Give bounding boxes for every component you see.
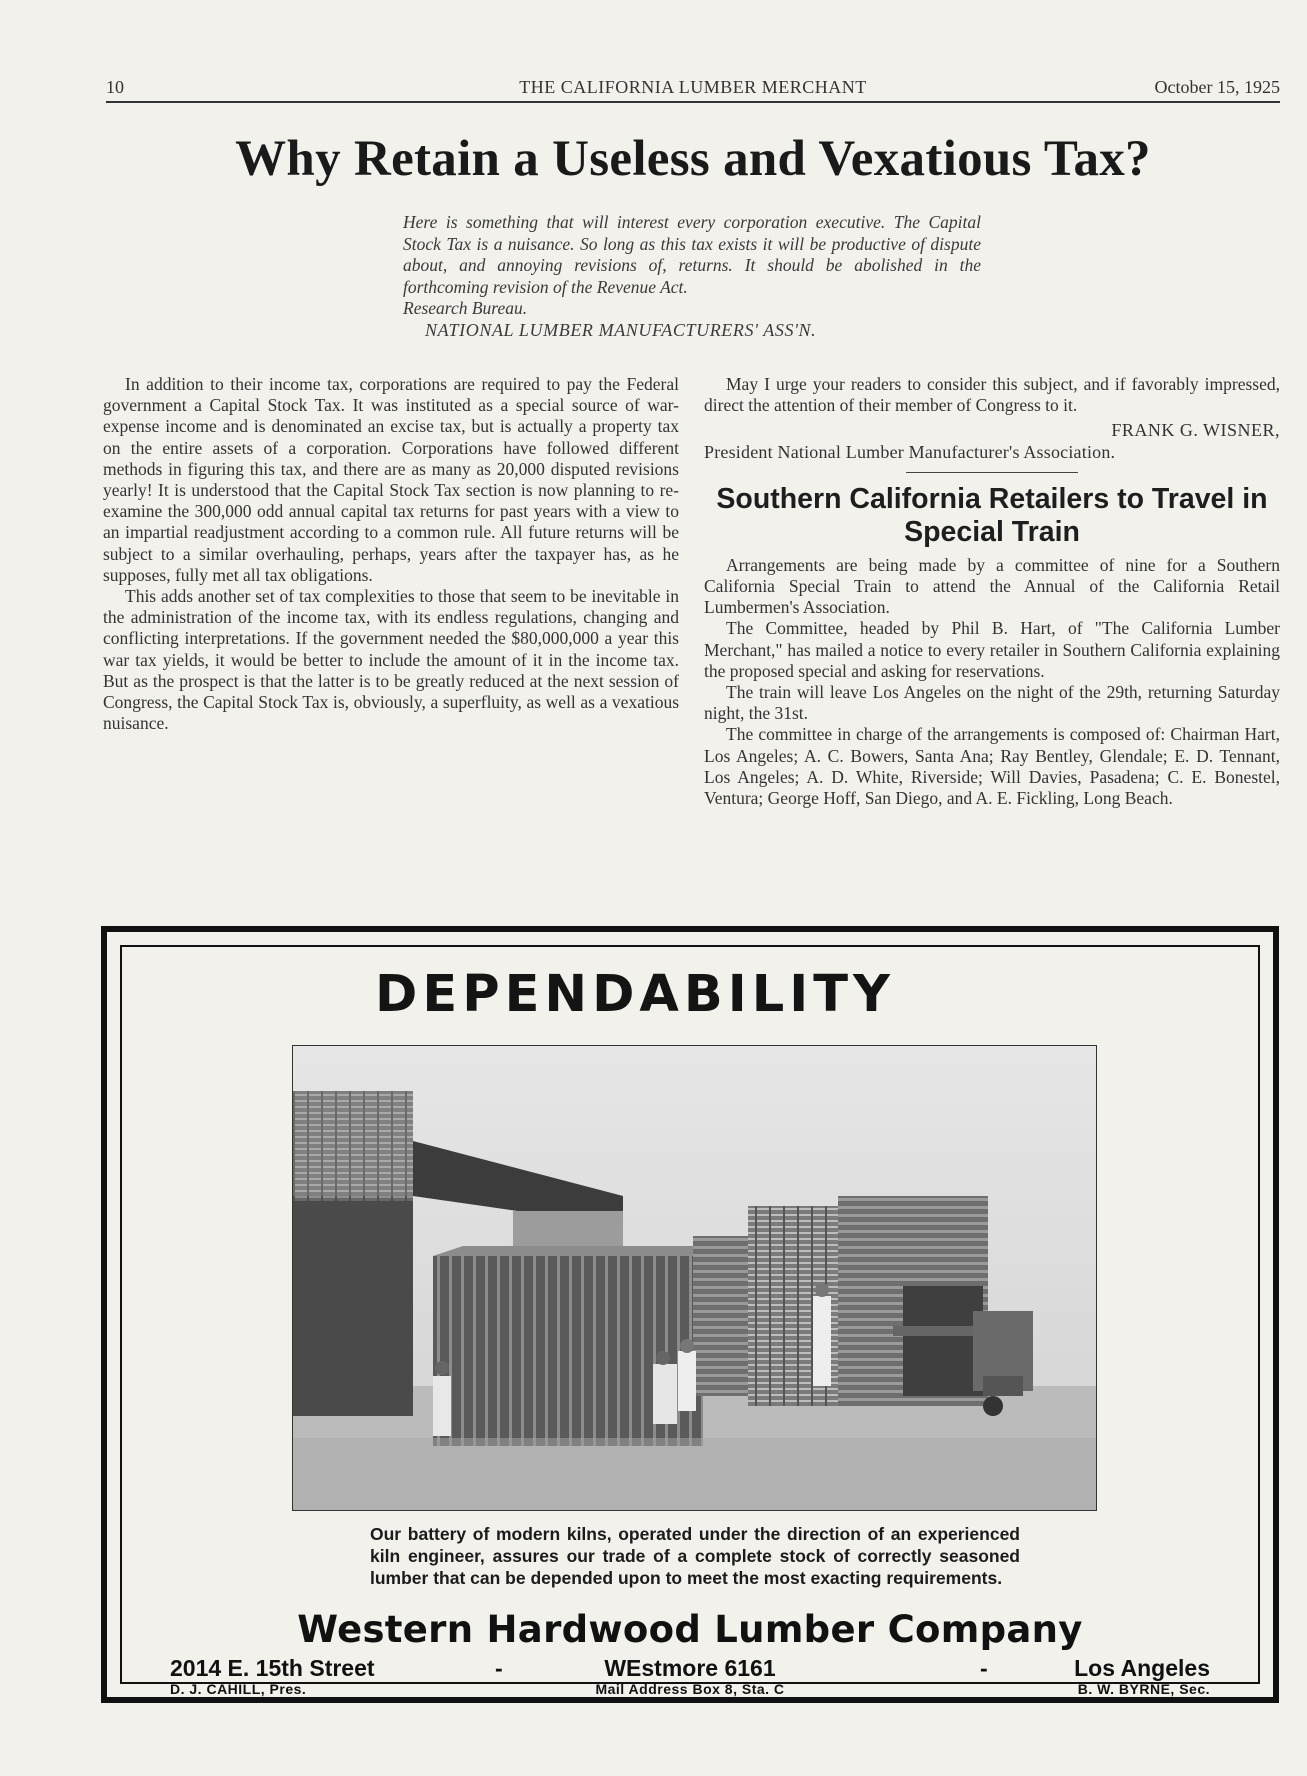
separator: - xyxy=(980,1655,988,1681)
right-column xyxy=(704,374,1280,809)
intro-text: Here is something that will interest every corporation executive. The Capital Stock Tax is a nuisance. So long as this tax exists it will be productive of dispute about, and annoying revisions of, returns. It should be abolished in the forthcoming revision of the Revenue Act. xyxy=(403,212,981,297)
magazine-title: THE CALIFORNIA LUMBER MERCHANT xyxy=(519,77,867,97)
secretary: B. W. BYRNE, Sec. xyxy=(1077,1681,1210,1697)
lumber-yard-illustration xyxy=(293,1046,1096,1510)
article-paragraph: This adds another set of tax complexities to those that seem to be inevitable in the administration of the income tax, with its endless regulations, changing and conflicting interpretations. If the government needed the $80,000,000 a year this war tax yields, it would be better to include the amount of it in the income tax. But as the prospect is that the latter is to be greatly reduced at the next session of Congress, the Capital Stock Tax is, obviously, a superfluity, as well as a vexatious nuisance. xyxy=(103,586,679,734)
issue-date: October 15, 1925 xyxy=(1154,77,1280,97)
ad-title: DEPENDABILITY xyxy=(375,965,895,1024)
phone-number: WEstmore 6161 xyxy=(604,1655,776,1681)
city: Los Angeles xyxy=(1074,1655,1210,1681)
street-address: 2014 E. 15th Street xyxy=(170,1655,375,1681)
second-article-paragraph: The train will leave Los Angeles on the night of the 29th, returning Saturday night, the 31st. xyxy=(704,682,1280,724)
second-article-paragraph: Arrangements are being made by a committee of nine for a Southern California Special Train to attend the Annual of the California Retail Lumbermen's Association. xyxy=(704,554,1280,618)
second-article-paragraph: The committee in charge of the arrangements is composed of: Chairman Hart, Los Angeles; A. C. Bowers, Santa Ana; Ray Bentley, Glendale; E. D. Tennant, Los Angeles; A. D. White, Riverside; Will Davies, Pasadena; C. E. Bonestel, Ventura; George Hoff, San Diego, and A. E. Fickling, Long Beach. xyxy=(704,724,1280,809)
signature-name: FRANK G. WISNER, xyxy=(1111,420,1280,441)
separator: - xyxy=(495,1655,503,1681)
advertisement-frame xyxy=(120,945,1260,1697)
article-intro xyxy=(403,212,981,341)
intro-signature-association: NATIONAL LUMBER MANUFACTURERS' ASS'N. xyxy=(425,319,817,340)
article-paragraph: In addition to their income tax, corporations are required to pay the Federal government a Capital Stock Tax. It was instituted as a special source of war-expense income and is denominated an excise tax, but is actually a property tax on the entire assets of a corporation. Corporations have followed different methods in figuring this tax, and there are as many as 20,000 disputed revisions yearly! It is understood that the Capital Stock Tax section is now planning to re-examine the 300,000 odd annual capital tax returns for past years with a view to an impartial readjustment according to a common rule. All future returns will be subject to a similar overhauling, perhaps, years after the taxpayer has, as he supposes, fully met all tax obligations. xyxy=(103,374,679,585)
signature-title: President National Lumber Manufacturer's Association. xyxy=(704,441,1116,462)
second-article-headline: Southern California Retailers to Travel in Special Train xyxy=(716,482,1268,548)
second-article-paragraph: The Committee, headed by Phil B. Hart, of "The California Lumber Merchant," has mailed a notice to every retailer in Southern California explaining the proposed special and asking for reservations. xyxy=(704,618,1280,681)
left-column xyxy=(103,374,679,734)
lumber-yard-photo xyxy=(292,1045,1097,1511)
running-header xyxy=(106,77,1280,103)
article-paragraph: May I urge your readers to consider this subject, and if favorably impressed, direct the attention of their member of Congress to it. xyxy=(704,374,1280,416)
company-name: Western Hardwood Lumber Company xyxy=(297,1608,1083,1651)
mail-address: Mail Address Box 8, Sta. C xyxy=(595,1681,785,1697)
ad-copy: Our battery of modern kilns, operated under the direction of an experienced kiln engineer, assures our trade of a complete stock of correctly seasoned lumber that can be depended upon to meet the most exacting requirements. xyxy=(370,1524,1020,1588)
intro-signature-bureau: Research Bureau. xyxy=(403,298,528,318)
page-number: 10 xyxy=(106,77,124,97)
advertisement xyxy=(101,926,1279,1703)
divider xyxy=(906,472,1078,473)
president: D. J. CAHILL, Pres. xyxy=(170,1681,307,1697)
article-headline: Why Retain a Useless and Vexatious Tax? xyxy=(235,131,1151,187)
